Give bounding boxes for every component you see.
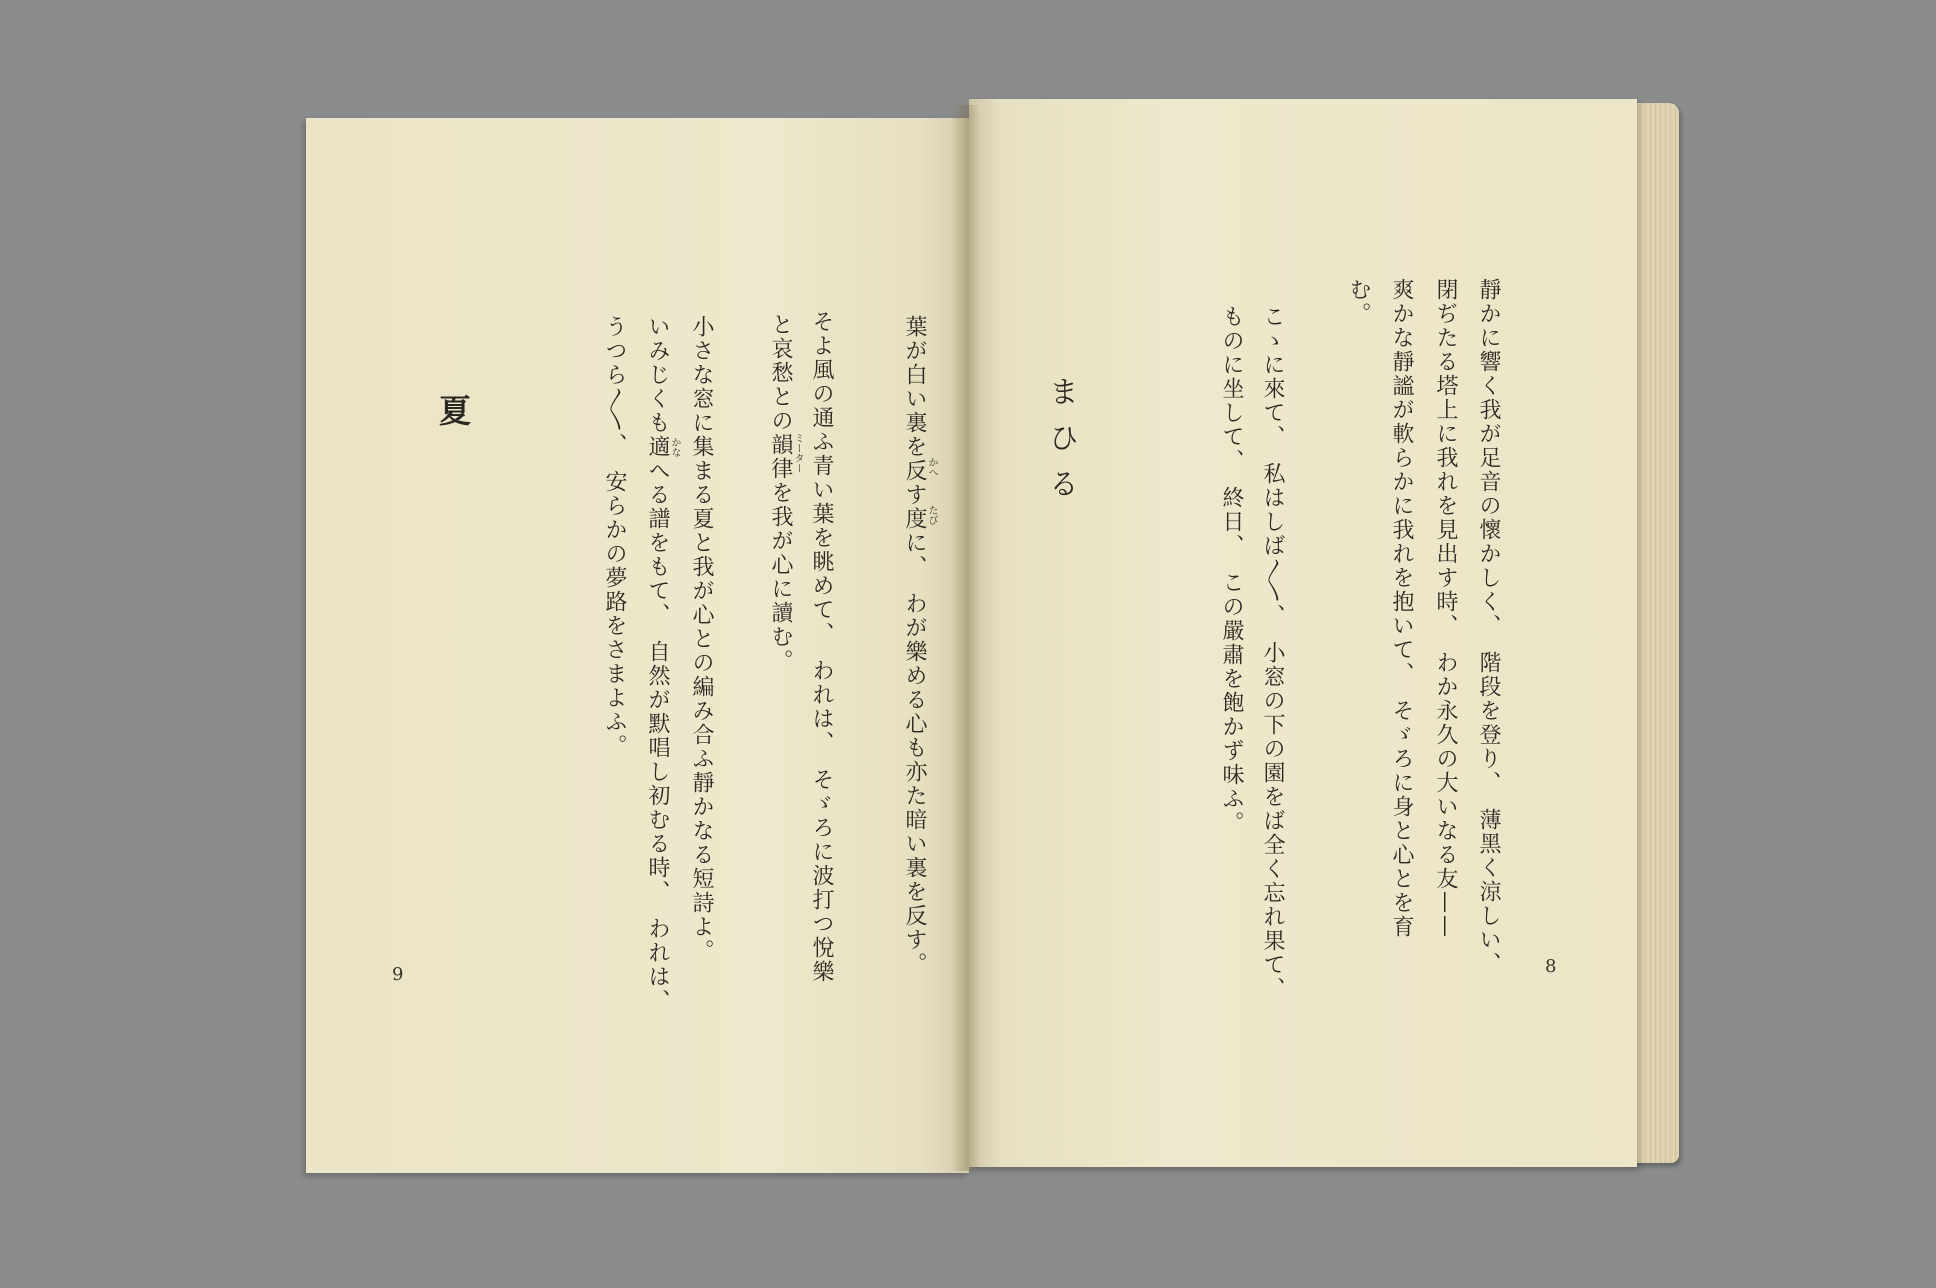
left-page-title: 夏: [434, 394, 472, 426]
right-line-6: ものに坐して、 終日、 この嚴肅を飽かず味ふ。: [1219, 305, 1244, 835]
right-page-title: まひる: [1043, 376, 1078, 514]
right-line-1: 靜かに響く我が足音の懷かしく、 階段を登り、 薄黑く涼しい、: [1476, 278, 1501, 976]
ruby-kana: かな: [669, 437, 680, 457]
right-line-2: 閉ぢたる塔上に我れを見出す時、 わか永久の大いなる友——: [1433, 278, 1458, 939]
ruby-tabi: たび: [926, 505, 937, 525]
ruby-kae: かへ: [926, 457, 937, 477]
book-gutter: [950, 105, 980, 1171]
left-line-3: と哀愁との韻律を我が心に讀む。: [768, 313, 793, 673]
right-page: [969, 99, 1637, 1167]
right-line-5: こゝに來て、 私はしば〳〵、 小窓の下の園をば全く忘れ果て、: [1260, 305, 1285, 1001]
left-line-1: 葉が白い裏を反す度に、 わが樂める心も亦た暗い裏を反す。: [902, 315, 927, 976]
right-line-3: 爽かな靜謐が軟らかに我れを抱いて、 そゞろに身と心とを育: [1389, 278, 1414, 939]
ruby-meter: ミーター: [792, 433, 803, 473]
left-line-2: そよ風の通ふ青い葉を眺めて、 われは、 そゞろに波打つ悅樂: [809, 310, 834, 984]
left-line-5: いみじくも適へる譜をもて、 自然が默唱し初むる時、 われは、: [645, 315, 670, 1013]
left-line-4: 小さな窓に集まる夏と我が心との編み合ふ靜かなる短詩よ。: [689, 315, 714, 963]
right-page-number: 8: [1545, 956, 1557, 977]
right-line-4: む。: [1346, 278, 1371, 326]
left-page-number: 9: [392, 964, 404, 985]
left-page: [306, 118, 969, 1173]
left-line-6: うつら〳〵、 安らかの夢路をさまよふ。: [602, 315, 627, 758]
